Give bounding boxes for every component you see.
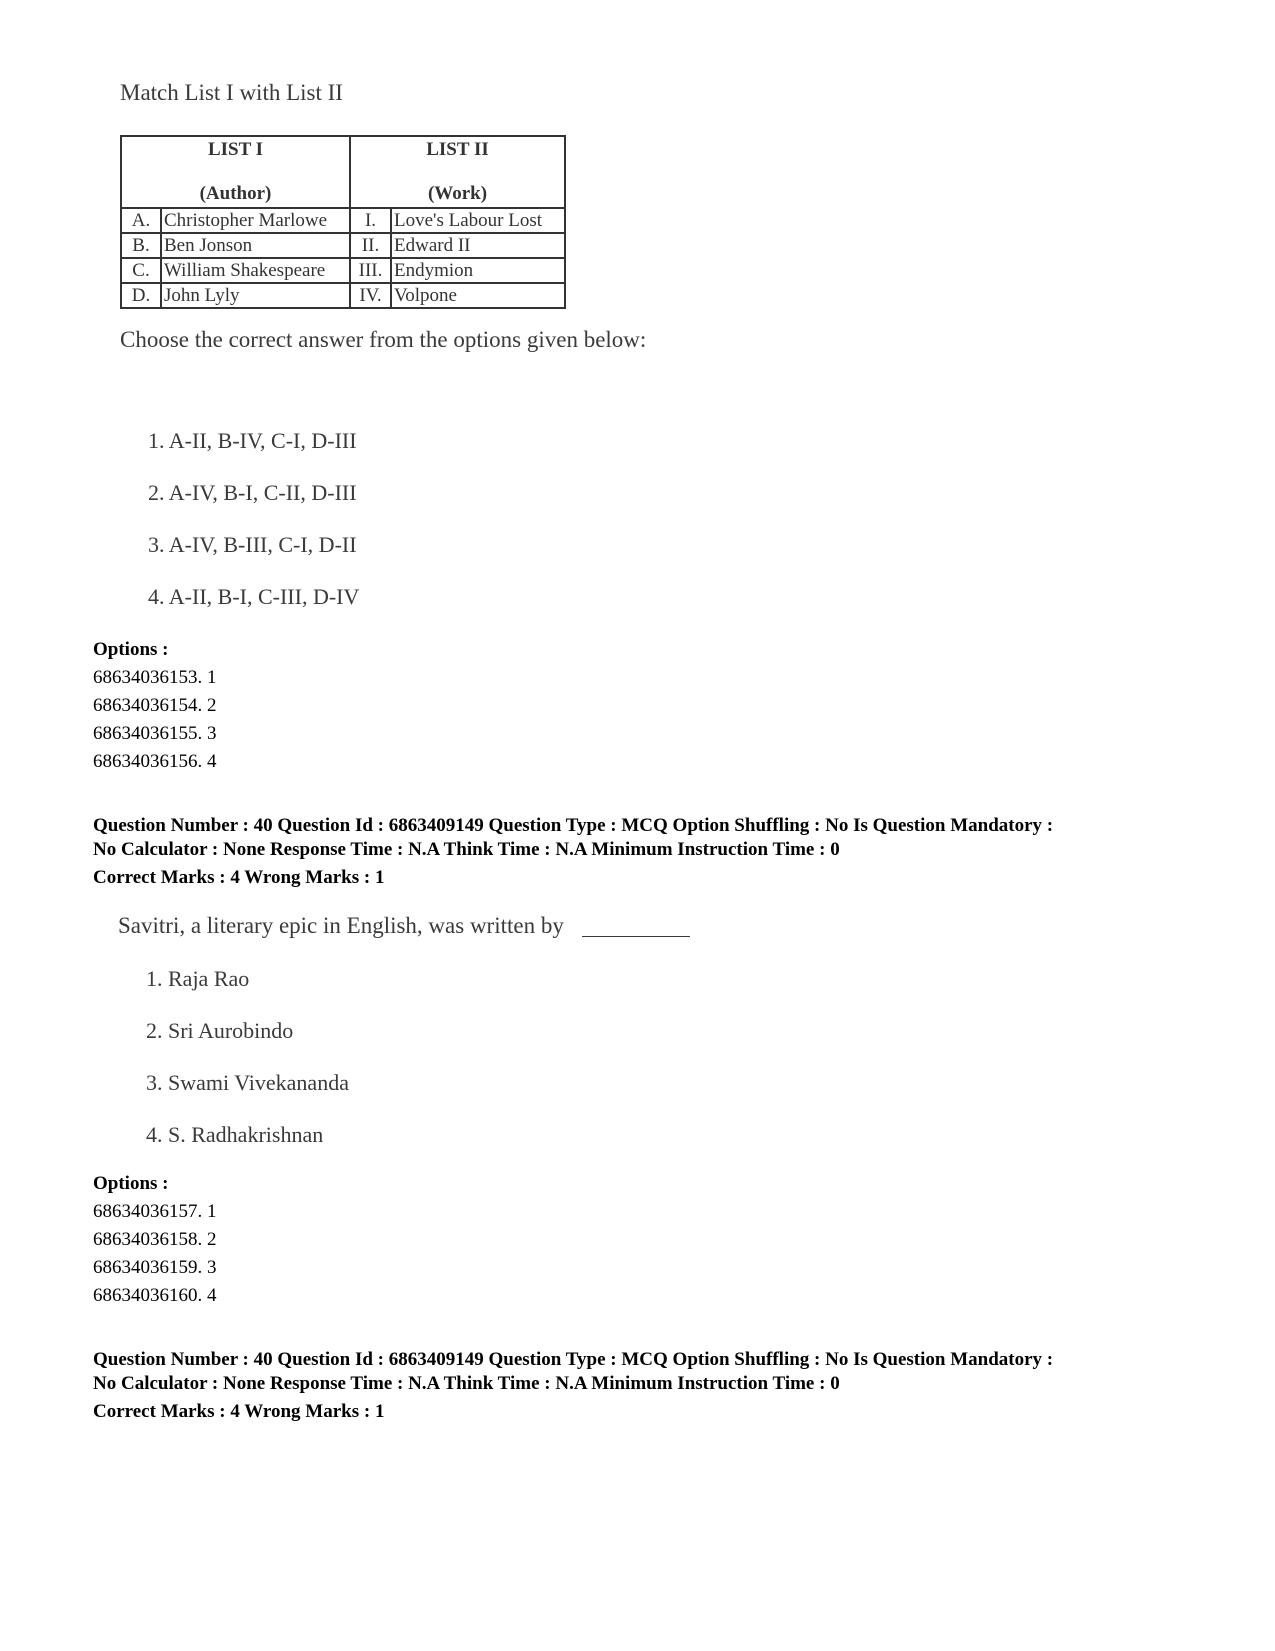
meta-line-2: No Calculator : None Response Time : N.A Think Time : N.A Minimum Instruction Time : 0	[93, 1373, 840, 1394]
q1-option-id-1: 68634036153. 1	[93, 667, 217, 688]
row-numeral: III.	[350, 258, 391, 283]
q2-option-id-3: 68634036159. 3	[93, 1257, 217, 1278]
q2-option-id-1: 68634036157. 1	[93, 1201, 217, 1222]
q1-prompt: Match List I with List II	[120, 80, 343, 105]
meta-line-2: No Calculator : None Response Time : N.A Think Time : N.A Minimum Instruction Time : 0	[93, 839, 840, 860]
q1-answer-3: 3. A-IV, B-III, C-I, D-II	[148, 532, 357, 557]
row-numeral: II.	[350, 233, 391, 258]
meta-line-1: Question Number : 40 Question Id : 6863409149 Question Type : MCQ Option Shuffling : No Is Question Mandatory :	[93, 815, 1054, 836]
meta-marks: Correct Marks : 4 Wrong Marks : 1	[93, 1401, 385, 1422]
row-author: William Shakespeare	[161, 258, 350, 283]
row-letter: D.	[121, 283, 161, 308]
row-work: Volpone	[391, 283, 565, 308]
table-row	[121, 208, 565, 233]
q2-answer-2: 2. Sri Aurobindo	[146, 1018, 294, 1043]
q2-prompt	[118, 913, 690, 939]
table-row	[121, 258, 565, 283]
row-letter: B.	[121, 233, 161, 258]
question-meta-1	[93, 814, 1203, 890]
meta-marks: Correct Marks : 4 Wrong Marks : 1	[93, 867, 385, 888]
list1-header	[121, 136, 350, 208]
row-numeral: IV.	[350, 283, 391, 308]
q1-answer-4: 4. A-II, B-I, C-III, D-IV	[148, 584, 360, 609]
row-work: Edward II	[391, 233, 565, 258]
match-table	[120, 135, 566, 309]
row-author: Ben Jonson	[161, 233, 350, 258]
list1-subtitle: (Author)	[199, 183, 272, 204]
q2-prompt-text: Savitri, a literary epic in English, was written by	[118, 913, 564, 938]
question-meta-2	[93, 1348, 1203, 1424]
table-row	[121, 283, 565, 308]
q1-choose-instruction: Choose the correct answer from the options given below:	[120, 327, 647, 352]
list2-header	[350, 136, 565, 208]
list2-title: LIST II	[426, 139, 489, 160]
row-letter: A.	[121, 208, 161, 233]
row-author: Christopher Marlowe	[161, 208, 350, 233]
row-work: Endymion	[391, 258, 565, 283]
table-row	[121, 233, 565, 258]
q2-answer-3: 3. Swami Vivekananda	[146, 1070, 349, 1095]
row-letter: C.	[121, 258, 161, 283]
q2-options-label: Options :	[93, 1173, 169, 1194]
q2-answer-4: 4. S. Radhakrishnan	[146, 1122, 324, 1147]
q2-answer-1: 1. Raja Rao	[146, 966, 250, 991]
blank-line	[582, 936, 690, 937]
q1-option-id-3: 68634036155. 3	[93, 723, 217, 744]
table-header-row	[121, 136, 565, 208]
q2-option-id-2: 68634036158. 2	[93, 1229, 217, 1250]
row-work: Love's Labour Lost	[391, 208, 565, 233]
row-author: John Lyly	[161, 283, 350, 308]
q1-option-id-4: 68634036156. 4	[93, 751, 217, 772]
q1-options-label: Options :	[93, 639, 169, 660]
q1-answer-2: 2. A-IV, B-I, C-II, D-III	[148, 480, 357, 505]
list1-title: LIST I	[207, 139, 264, 160]
row-numeral: I.	[350, 208, 391, 233]
q1-answer-1: 1. A-II, B-IV, C-I, D-III	[148, 428, 357, 453]
q2-option-id-4: 68634036160. 4	[93, 1285, 217, 1306]
meta-line-1: Question Number : 40 Question Id : 6863409149 Question Type : MCQ Option Shuffling : No Is Question Mandatory :	[93, 1349, 1054, 1370]
q1-option-id-2: 68634036154. 2	[93, 695, 217, 716]
list2-subtitle: (Work)	[427, 183, 488, 204]
